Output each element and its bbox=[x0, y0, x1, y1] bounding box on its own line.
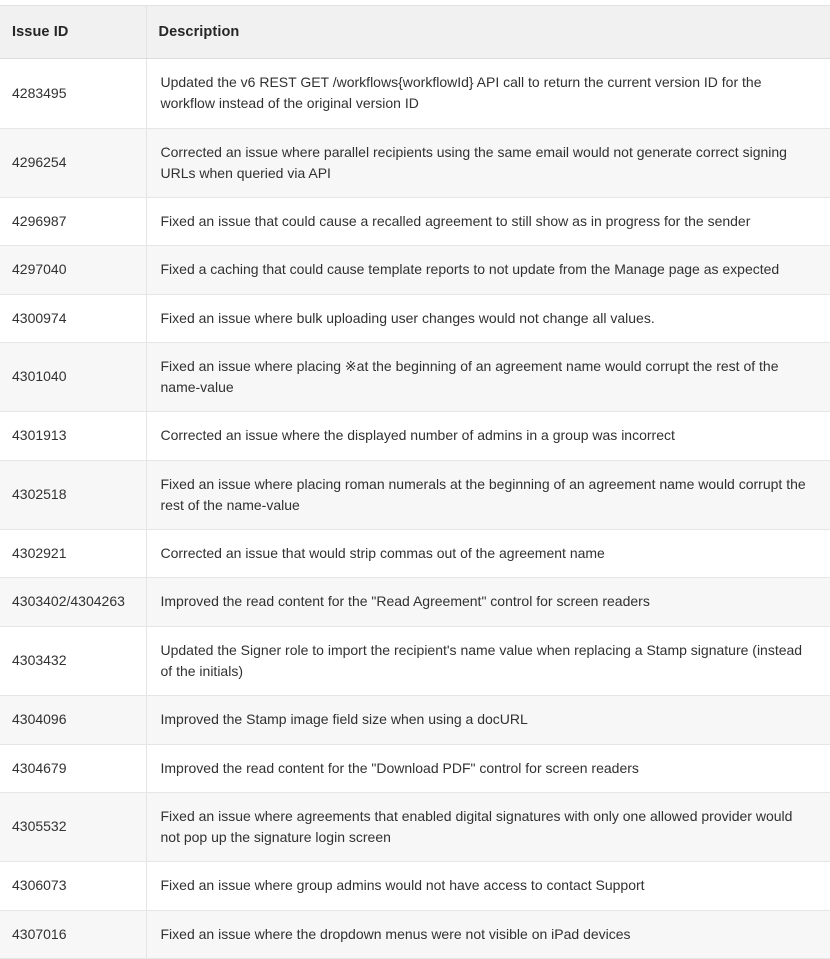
table-row bbox=[0, 59, 830, 129]
column-header-description[interactable]: Description bbox=[146, 6, 830, 59]
table-row bbox=[0, 530, 830, 578]
cell-issue-id: 4304096 bbox=[0, 696, 146, 744]
cell-issue-id: 4303432 bbox=[0, 626, 146, 696]
cell-description: Improved the read content for the "Read Agreement" control for screen readers bbox=[146, 578, 830, 626]
cell-issue-id: 4305532 bbox=[0, 792, 146, 862]
table-header bbox=[0, 6, 830, 59]
cell-description: Fixed an issue where group admins would not have access to contact Support bbox=[146, 862, 830, 910]
table-row bbox=[0, 626, 830, 696]
table-row bbox=[0, 294, 830, 342]
cell-issue-id: 4300974 bbox=[0, 294, 146, 342]
cell-description: Improved the read content for the "Download PDF" control for screen readers bbox=[146, 744, 830, 792]
cell-issue-id: 4297040 bbox=[0, 246, 146, 294]
table-row bbox=[0, 696, 830, 744]
table-row bbox=[0, 862, 830, 910]
cell-description: Fixed an issue where the dropdown menus were not visible on iPad devices bbox=[146, 910, 830, 958]
cell-description: Fixed an issue where bulk uploading user changes would not change all values. bbox=[146, 294, 830, 342]
cell-description: Improved the Stamp image field size when using a docURL bbox=[146, 696, 830, 744]
cell-issue-id: 4296987 bbox=[0, 198, 146, 246]
cell-description: Corrected an issue that would strip commas out of the agreement name bbox=[146, 530, 830, 578]
table-row bbox=[0, 792, 830, 862]
table-row bbox=[0, 342, 830, 412]
cell-issue-id: 4283495 bbox=[0, 59, 146, 129]
cell-issue-id: 4301040 bbox=[0, 342, 146, 412]
column-header-issue-id[interactable]: Issue ID bbox=[0, 6, 146, 59]
table-row bbox=[0, 910, 830, 958]
cell-description: Fixed an issue where agreements that enabled digital signatures with only one allowed provider would not pop up the signature login screen bbox=[146, 792, 830, 862]
cell-description: Corrected an issue where parallel recipients using the same email would not generate correct signing URLs when queried via API bbox=[146, 128, 830, 198]
cell-issue-id: 4301913 bbox=[0, 412, 146, 460]
table-body bbox=[0, 59, 830, 959]
table-row bbox=[0, 198, 830, 246]
table-row bbox=[0, 460, 830, 530]
cell-description: Fixed an issue that could cause a recalled agreement to still show as in progress for the sender bbox=[146, 198, 830, 246]
table-row bbox=[0, 128, 830, 198]
cell-description: Corrected an issue where the displayed number of admins in a group was incorrect bbox=[146, 412, 830, 460]
table-row bbox=[0, 744, 830, 792]
cell-issue-id: 4306073 bbox=[0, 862, 146, 910]
cell-description: Fixed an issue where placing roman numerals at the beginning of an agreement name would corrupt the rest of the name-value bbox=[146, 460, 830, 530]
cell-issue-id: 4307016 bbox=[0, 910, 146, 958]
table-row bbox=[0, 578, 830, 626]
cell-description: Updated the v6 REST GET /workflows{workflowId} API call to return the current version ID for the workflow instead of the original version ID bbox=[146, 59, 830, 129]
cell-issue-id: 4303402/4304263 bbox=[0, 578, 146, 626]
cell-description: Fixed a caching that could cause template reports to not update from the Manage page as expected bbox=[146, 246, 830, 294]
cell-issue-id: 4296254 bbox=[0, 128, 146, 198]
cell-issue-id: 4302518 bbox=[0, 460, 146, 530]
cell-description: Fixed an issue where placing ※at the beginning of an agreement name would corrupt the rest of the name-value bbox=[146, 342, 830, 412]
cell-description: Updated the Signer role to import the recipient's name value when replacing a Stamp signature (instead of the initials) bbox=[146, 626, 830, 696]
cell-issue-id: 4304679 bbox=[0, 744, 146, 792]
cell-issue-id: 4302921 bbox=[0, 530, 146, 578]
table-header-row bbox=[0, 6, 830, 59]
issue-table bbox=[0, 5, 830, 959]
table-row bbox=[0, 412, 830, 460]
table-row bbox=[0, 246, 830, 294]
